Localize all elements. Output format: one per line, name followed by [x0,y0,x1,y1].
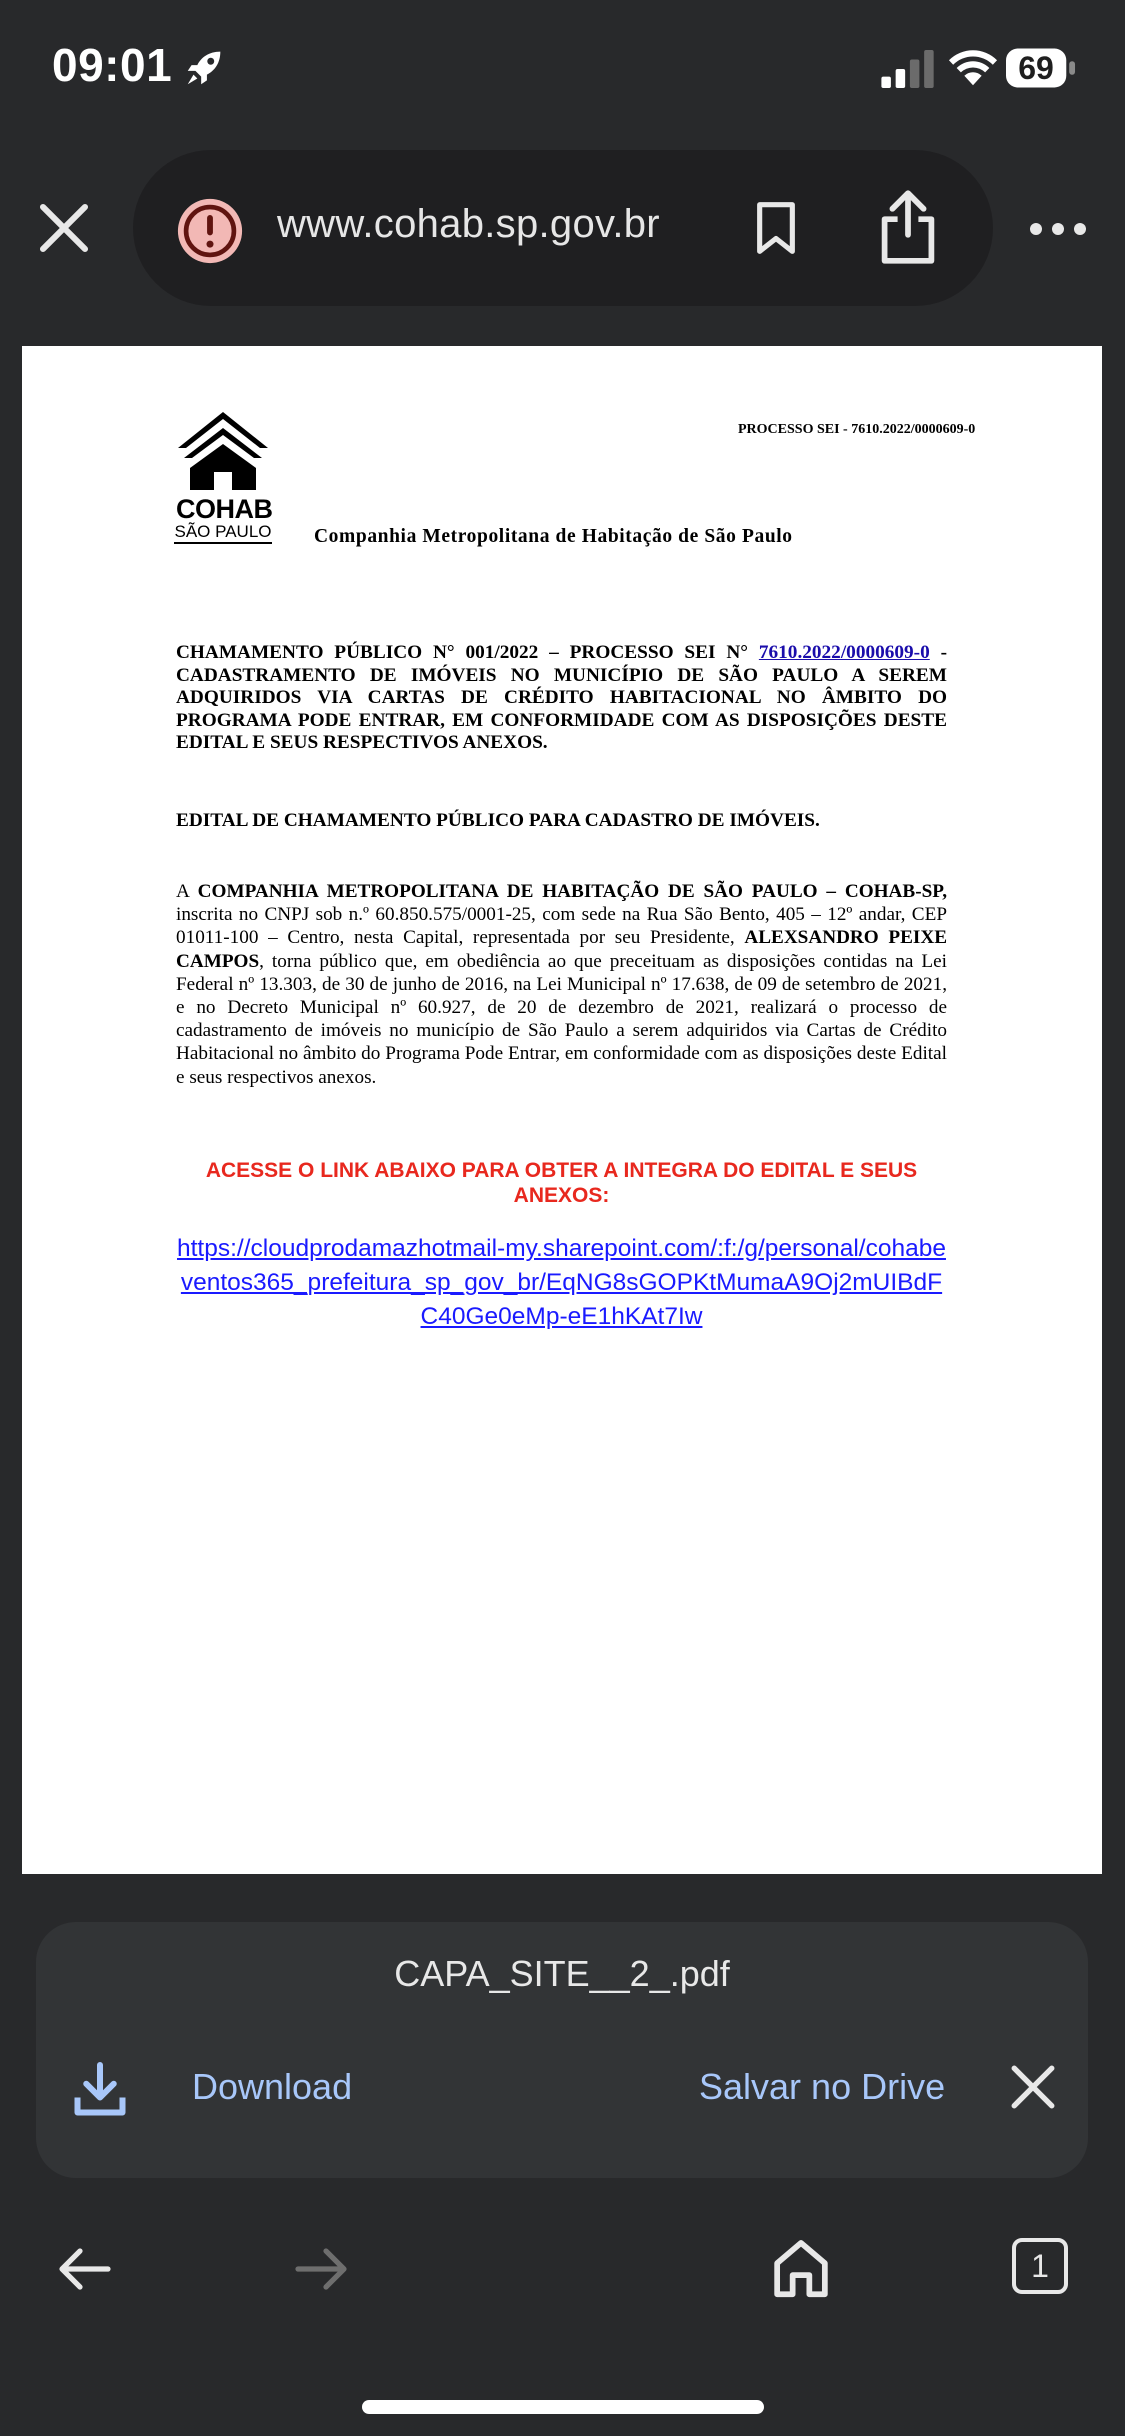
cohab-house-logo-icon [176,410,270,492]
close-tab-button[interactable] [36,200,92,256]
more-options-icon[interactable] [1028,214,1088,244]
heading-prefix: CHAMAMENTO PÚBLICO N° 001/2022 – PROCESSO SEI N° [176,642,749,663]
rocket-icon [182,44,228,90]
cellular-signal-icon [880,50,936,88]
battery-level: 69 [1018,50,1054,86]
para-president: ALEXSANDRO PEIXE CAMPOS [176,927,947,972]
file-name: CAPA_SITE__2_.pdf [394,1953,730,1994]
close-sheet-icon[interactable] [1008,2062,1058,2112]
logo-name: COHAB [176,494,273,524]
heading-suffix: - CADASTRAMENTO DE IMÓVEIS NO MUNICÍPIO DE SÃO PAULO A SEREM ADQUIRIDOS VIA CARTAS DE CRÉDITO HABITACIONAL NO ÂMBITO DO PROGRAMA PODE ENTRAR, EM CONFORMIDADE COM AS DISPOSIÇÕES DESTE EDITAL E SEUS RESPECTIVOS ANEXOS. [176,642,948,753]
wifi-icon [948,48,998,88]
process-number-header: PROCESSO SEI - 7610.2022/0000609-0 [738,422,976,437]
url-text[interactable]: www.cohab.sp.gov.br [277,202,660,246]
company-name: Companhia Metropolitana de Habitação de São Paulo [314,526,793,547]
download-button[interactable]: Download [192,2066,353,2107]
share-icon[interactable] [876,188,940,266]
logo-subtitle: SÃO PAULO [174,522,272,544]
save-to-drive-button[interactable]: Salvar no Drive [699,2066,946,2107]
para-middle: inscrita no CNPJ sob n.º 60.850.575/0001-25, com sede na Rua São Bento, 405 – 12º andar, CEP 01011-100 – Centro, nesta Capital, representada por seu Presidente, [176,904,947,949]
edital-title: EDITAL DE CHAMAMENTO PÚBLICO PARA CADASTRO DE IMÓVEIS. [176,810,820,831]
para-company: COMPANHIA METROPOLITANA DE HABITAÇÃO DE SÃO PAULO – COHAB-SP, [197,881,948,902]
body-paragraph [176,880,947,1089]
sharepoint-link[interactable]: https://cloudprodamazhotmail-my.sharepoint.com/:f:/g/personal/cohabeventos365_prefeitura_sp_gov_br/EqNG8sGOPKtMumaA9Oj2mUIBdFC40Ge0eMp-eE1hKAt7Iw [177,1235,946,1330]
link-notice: ACESSE O LINK ABAIXO PARA OBTER A INTEGRA DO EDITAL E SEUS ANEXOS: [205,1159,918,1207]
pdf-page[interactable] [22,346,1102,1874]
download-icon[interactable] [70,2060,130,2120]
tab-count[interactable]: 1 [1031,2248,1049,2284]
back-arrow-icon[interactable] [56,2244,112,2294]
process-link[interactable]: 7610.2022/0000609-0 [758,642,930,663]
forward-arrow-icon[interactable] [294,2244,350,2294]
status-time: 09:01 [52,39,173,91]
call-heading [176,642,947,755]
para-end: , torna público que, em obediência ao que preceituam as disposições contidas na Lei Federal nº 13.303, de 30 de junho de 2016, na Lei Municipal nº 17.638, de 09 de setembro de 2021, e no Decreto Municipal nº 60.927, de 20 de dezembro de 2021, realizará o processo de cadastramento de imóveis no município de São Paulo a serem adquiridos via Cartas de Crédito Habitacional no âmbito do Programa Pode Entrar, em conformidade com as disposições deste Edital e seus respectivos anexos. [176,950,947,1088]
para-article: A [176,881,189,902]
bookmark-icon[interactable] [752,200,800,256]
site-info-alert-icon[interactable] [175,196,245,266]
home-icon[interactable] [770,2236,832,2300]
home-indicator[interactable] [362,2400,764,2414]
